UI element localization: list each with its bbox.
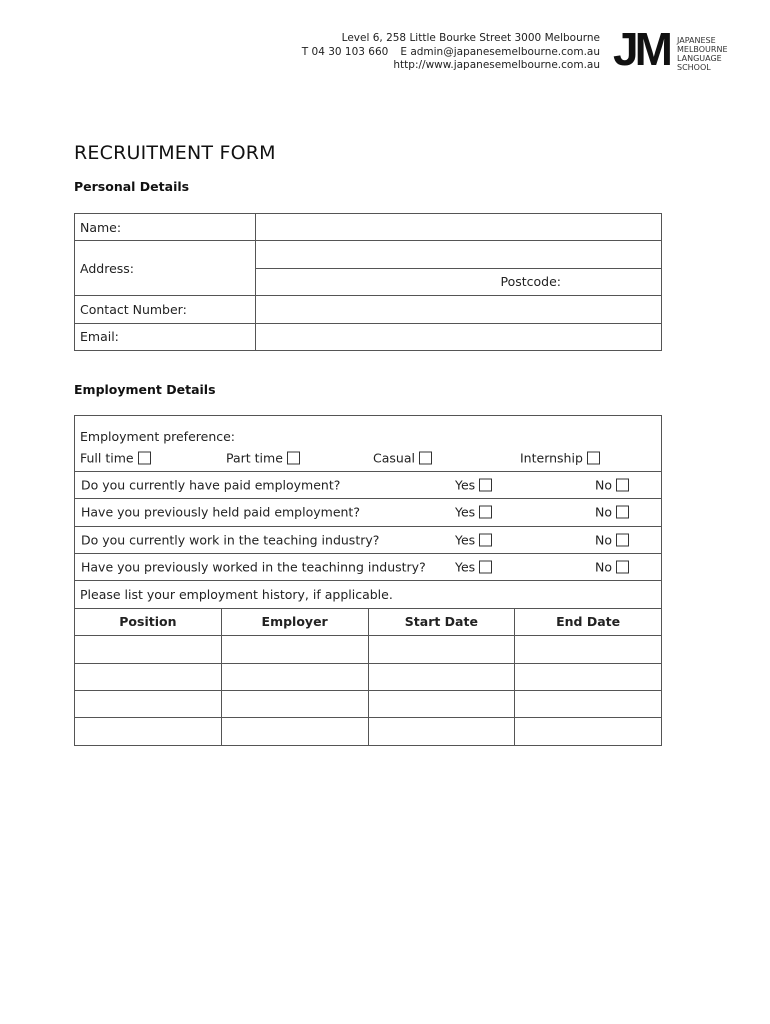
contact-number-label: Contact Number: [75,296,256,323]
history-3-end-date-cell[interactable] [515,690,662,717]
email-field[interactable] [256,323,662,350]
logo-text [677,36,728,72]
personal-details-table [74,213,662,351]
logo-line-4: SCHOOL [677,63,711,72]
history-3-start-date-cell[interactable] [368,690,515,717]
no-label: No [595,504,612,520]
no-label: No [595,532,612,548]
option-casual[interactable] [373,450,432,465]
option-full-time-label: Full time [80,450,134,466]
question-1-no[interactable] [595,477,629,492]
question-2-yes[interactable] [455,505,492,520]
history-row-4 [75,718,662,745]
logo-line-2: MELBOURNE [677,45,728,54]
history-row-3 [75,690,662,717]
address-field-line-1[interactable] [256,241,662,268]
history-row-2 [75,663,662,690]
employment-history-label: Please list your employment history, if applicable. [75,581,662,608]
history-2-position-cell[interactable] [75,663,222,690]
question-1-no-checkbox[interactable] [616,478,629,491]
history-3-position-cell[interactable] [75,690,222,717]
history-4-employer-cell[interactable] [221,718,368,745]
question-2-yes-checkbox[interactable] [479,506,492,519]
question-1-text: Do you currently have paid employment? [81,477,341,493]
question-4-text: Have you previously worked in the teachinng industry? [81,559,426,575]
address-label: Address: [75,241,256,296]
history-2-start-date-cell[interactable] [368,663,515,690]
start-date-column-header: Start Date [368,608,515,635]
history-3-employer-cell[interactable] [221,690,368,717]
history-4-position-cell[interactable] [75,718,222,745]
logo-mark: JM [613,23,669,75]
employer-column-header: Employer [221,608,368,635]
yes-label: Yes [455,559,476,575]
header-phone: T 04 30 103 660 [301,45,389,58]
preference-options [80,444,656,470]
preference-options-row [75,444,662,471]
history-4-end-date-cell[interactable] [515,718,662,745]
option-full-time[interactable] [80,450,151,465]
header-website: http://www.japanesemelbourne.com.au [393,59,600,71]
email-label: Email: [75,323,256,350]
option-casual-label: Casual [373,450,415,466]
yes-label: Yes [455,504,476,520]
question-1-yes[interactable] [455,477,492,492]
option-internship-label: Internship [520,450,583,466]
header-email: E admin@japanesemelbourne.com.au [400,45,600,58]
history-1-position-cell[interactable] [75,636,222,663]
no-label: No [595,477,612,493]
no-label: No [595,559,612,575]
history-4-start-date-cell[interactable] [368,718,515,745]
employment-preference-label: Employment preference: [75,416,662,445]
history-1-employer-cell[interactable] [221,636,368,663]
name-row [75,214,662,241]
internship-checkbox[interactable] [587,451,600,464]
option-part-time-label: Part time [226,450,283,466]
question-row-1 [75,471,662,498]
question-row-4 [75,553,662,580]
header-contact-block [302,32,600,73]
history-1-start-date-cell[interactable] [368,636,515,663]
header-address: Level 6, 258 Little Bourke Street 3000 Melbourne [341,32,600,44]
preference-label-row [75,416,662,445]
question-4-yes[interactable] [455,560,492,575]
history-row-1 [75,636,662,663]
name-field[interactable] [256,214,662,241]
header-phone-email [302,46,600,60]
question-2-no[interactable] [595,505,629,520]
history-2-end-date-cell[interactable] [515,663,662,690]
contact-row [75,296,662,323]
question-1-yes-checkbox[interactable] [479,478,492,491]
question-3-yes[interactable] [455,532,492,547]
question-3-no[interactable] [595,532,629,547]
history-label-row [75,581,662,608]
question-3-yes-checkbox[interactable] [479,533,492,546]
question-2-text: Have you previously held paid employment? [81,504,360,520]
question-row-2 [75,499,662,526]
address-field-line-2[interactable] [256,268,662,295]
position-column-header: Position [75,608,222,635]
history-header-row [75,608,662,635]
postcode-label: Postcode: [500,274,561,290]
employment-details-table [74,415,662,746]
question-2-no-checkbox[interactable] [616,506,629,519]
question-4-no-checkbox[interactable] [616,561,629,574]
yes-label: Yes [455,477,476,493]
part-time-checkbox[interactable] [287,451,300,464]
yes-label: Yes [455,532,476,548]
name-label: Name: [75,214,256,241]
logo-line-1: JAPANESE [677,36,716,45]
question-4-yes-checkbox[interactable] [479,561,492,574]
full-time-checkbox[interactable] [138,451,151,464]
history-1-end-date-cell[interactable] [515,636,662,663]
question-row-3 [75,526,662,553]
personal-details-heading: Personal Details [74,179,190,194]
address-row-1 [75,241,662,268]
employment-details-heading: Employment Details [74,382,216,397]
logo-line-3: LANGUAGE [677,54,722,63]
question-4-no[interactable] [595,560,629,575]
history-2-employer-cell[interactable] [221,663,368,690]
end-date-column-header: End Date [515,608,662,635]
contact-number-field[interactable] [256,296,662,323]
question-3-text: Do you currently work in the teaching industry? [81,532,380,548]
form-title: RECRUITMENT FORM [74,142,276,164]
email-row [75,323,662,350]
casual-checkbox[interactable] [419,451,432,464]
option-part-time[interactable] [226,450,300,465]
option-internship[interactable] [520,450,600,465]
question-3-no-checkbox[interactable] [616,533,629,546]
